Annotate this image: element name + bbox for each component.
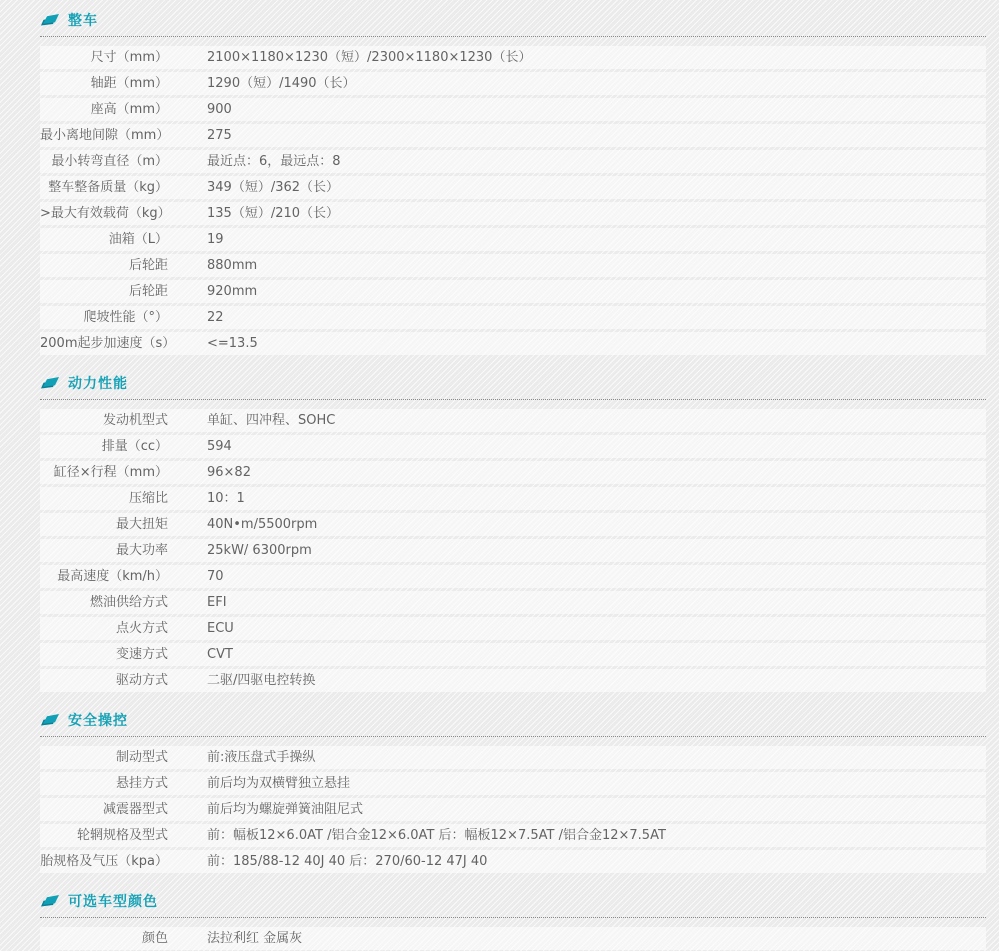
spec-row	[40, 927, 986, 950]
spec-value: 单缸、四冲程、SOHC	[207, 413, 336, 428]
spec-label: 缸径×行程（mm）	[53, 465, 168, 480]
spec-value: 135（短）/210（长）	[207, 206, 340, 221]
spec-label: 轴距（mm）	[90, 76, 168, 91]
spec-label: 变速方式	[115, 647, 168, 662]
spec-value: 前：幅板12×6.0AT /铝合金12×6.0AT 后：幅板12×7.5AT /铝合金12×7.5AT	[207, 828, 666, 843]
spec-label: 悬挂方式	[115, 776, 168, 791]
spec-value: 22	[207, 310, 224, 325]
section-divider	[40, 736, 986, 737]
section-header	[40, 876, 999, 913]
spec-label: 颜色	[141, 931, 168, 946]
spec-value: 920mm	[207, 284, 258, 299]
spec-label: 尺寸（mm）	[90, 50, 168, 65]
spec-table	[40, 46, 999, 355]
spec-value: 70	[207, 569, 224, 584]
spec-value: ECU	[207, 621, 234, 636]
spec-value: <=13.5	[207, 336, 258, 351]
spec-label: 发动机型式	[102, 413, 168, 428]
section-divider	[40, 36, 986, 37]
spec-row	[40, 746, 986, 769]
spec-label: 最大功率	[115, 543, 168, 558]
spec-label: 最高速度（km/h）	[57, 569, 168, 584]
spec-section	[40, 358, 999, 692]
spec-label: 压缩比	[128, 491, 168, 506]
spec-value: 前:液压盘式手操纵	[207, 750, 316, 765]
spec-value: 40N•m/5500rpm	[207, 517, 318, 532]
spec-table	[40, 746, 999, 873]
spec-label: 减震器型式	[102, 802, 168, 817]
section-marker-icon	[40, 376, 60, 390]
spec-value: 594	[207, 439, 232, 454]
spec-value: 前后均为双横臂独立悬挂	[207, 776, 351, 791]
spec-label: 座高（mm）	[90, 102, 168, 117]
spec-row	[40, 850, 986, 873]
spec-row	[40, 98, 986, 121]
spec-row	[40, 824, 986, 847]
spec-label: 油箱（L）	[108, 232, 168, 247]
spec-value: 法拉利红 金属灰	[207, 931, 303, 946]
spec-value: 275	[207, 128, 232, 143]
spec-row	[40, 617, 986, 640]
spec-row	[40, 280, 986, 303]
spec-row	[40, 332, 986, 355]
spec-row	[40, 461, 986, 484]
spec-label: 最小离地间隙（mm）	[40, 128, 170, 143]
spec-value: 最近点：6，最远点：8	[207, 154, 341, 169]
spec-label: 最小转弯直径（m）	[51, 154, 168, 169]
spec-section	[40, 0, 999, 355]
spec-row	[40, 202, 986, 225]
spec-value: 96×82	[207, 465, 251, 480]
spec-row	[40, 669, 986, 692]
spec-value: 1290（短）/1490（长）	[207, 76, 356, 91]
section-marker-icon	[40, 13, 60, 27]
spec-row	[40, 565, 986, 588]
spec-value: 2100×1180×1230（短）/2300×1180×1230（长）	[207, 50, 532, 65]
section-header	[40, 358, 999, 395]
spec-section	[40, 876, 999, 950]
spec-value: EFI	[207, 595, 227, 610]
spec-row	[40, 124, 986, 147]
spec-row	[40, 643, 986, 666]
spec-label: 燃油供给方式	[89, 595, 168, 610]
spec-value: 349（短）/362（长）	[207, 180, 340, 195]
spec-label: 200m起步加速度（s）	[40, 336, 176, 351]
section-header	[40, 0, 999, 32]
spec-label: 驱动方式	[115, 673, 168, 688]
spec-label: 制动型式	[115, 750, 168, 765]
section-title: 可选车型颜色	[68, 893, 158, 910]
spec-row	[40, 409, 986, 432]
spec-label: 轮辋规格及型式	[76, 828, 168, 843]
spec-row	[40, 176, 986, 199]
spec-label: 点火方式	[115, 621, 168, 636]
spec-value: 前：185/88-12 40J 40 后：270/60-12 47J 40	[207, 854, 488, 869]
section-title: 整车	[68, 12, 98, 29]
spec-label: 爬坡性能（°）	[83, 310, 168, 325]
spec-label: 胎规格及气压（kpa）	[40, 854, 168, 869]
spec-table	[40, 409, 999, 692]
spec-row	[40, 306, 986, 329]
section-marker-icon	[40, 713, 60, 727]
spec-value: 前后均为螺旋弹簧油阻尼式	[207, 802, 364, 817]
spec-value: 25kW/ 6300rpm	[207, 543, 312, 558]
section-title: 安全操控	[68, 712, 128, 729]
spec-row	[40, 772, 986, 795]
section-title: 动力性能	[68, 375, 128, 392]
spec-row	[40, 150, 986, 173]
spec-section	[40, 695, 999, 873]
spec-row	[40, 591, 986, 614]
spec-value: 880mm	[207, 258, 258, 273]
spec-value: CVT	[207, 647, 233, 662]
spec-value: 10：1	[207, 491, 245, 506]
spec-label: 排量（cc）	[101, 439, 168, 454]
spec-label: 最大扭矩	[115, 517, 168, 532]
spec-row	[40, 513, 986, 536]
spec-row	[40, 798, 986, 821]
section-header	[40, 695, 999, 732]
spec-row	[40, 435, 986, 458]
spec-row	[40, 72, 986, 95]
spec-table	[40, 927, 999, 950]
spec-row	[40, 46, 986, 69]
spec-value: 二驱/四驱电控转换	[207, 673, 316, 688]
spec-value: 19	[207, 232, 224, 247]
spec-row	[40, 254, 986, 277]
spec-label: 后轮距	[128, 258, 168, 273]
spec-row	[40, 539, 986, 562]
section-marker-icon	[40, 894, 60, 908]
spec-label: >最大有效载荷（kg）	[40, 206, 171, 221]
spec-row	[40, 487, 986, 510]
spec-label: 后轮距	[128, 284, 168, 299]
spec-value: 900	[207, 102, 232, 117]
section-divider	[40, 399, 986, 400]
section-divider	[40, 917, 986, 918]
spec-label: 整车整备质量（kg）	[48, 180, 168, 195]
spec-row	[40, 228, 986, 251]
